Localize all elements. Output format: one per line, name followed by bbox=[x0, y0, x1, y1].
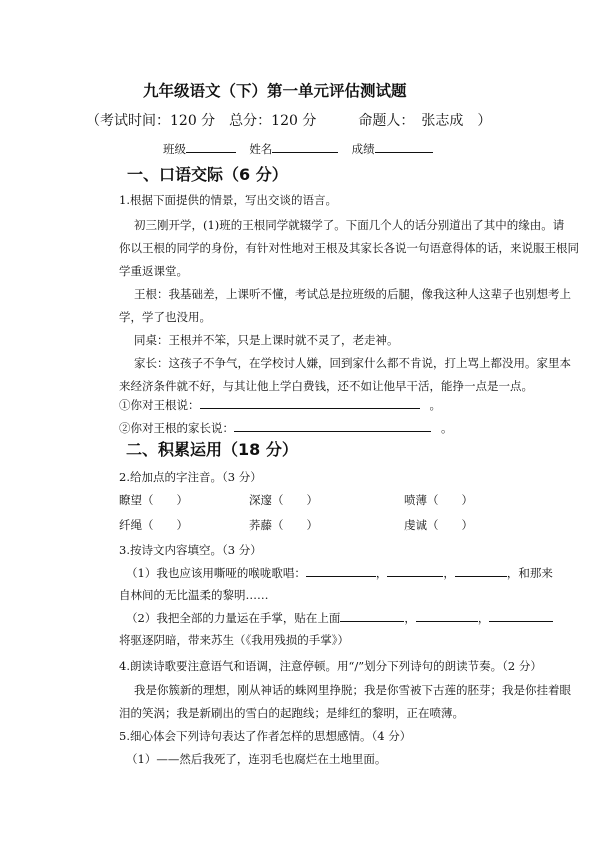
tongzhuo-line: 同桌：王根并不笨，只是上课时就不灵了，老走神。 bbox=[134, 333, 399, 347]
q3-1-comma: ， bbox=[375, 566, 388, 580]
q3-1-line2: 自林间的无比温柔的黎明…… bbox=[119, 588, 269, 602]
class-field[interactable] bbox=[186, 140, 236, 153]
pinyin-item[interactable]: 虔诚（ ） bbox=[404, 518, 473, 532]
answer1-field[interactable] bbox=[200, 396, 420, 409]
class-label: 班级 bbox=[163, 142, 186, 156]
name-field[interactable] bbox=[272, 140, 338, 153]
q1-paragraph-line: 你以王根的同学的身份，有针对性地对王根及其家长各说一句语意得体的话，来说服王根同 bbox=[119, 241, 579, 255]
q3-1-after: ，和那来 bbox=[506, 566, 553, 580]
q4-prompt: 4.朗读诗歌要注意语气和语调，注意停顿。用“/”划分下列诗句的朗读节奏。（2 分） bbox=[119, 659, 542, 673]
q3-prompt: 3.按诗文内容填空。（3 分） bbox=[119, 543, 262, 557]
q3-2-blank-3[interactable] bbox=[489, 609, 553, 622]
name-label: 姓名 bbox=[249, 142, 273, 156]
q3-2-comma: ， bbox=[404, 611, 416, 625]
q4-poem-line: 我是你簇新的理想，刚从神话的蛛网里挣脱；我是你雪被下古莲的胚芽；我是你挂着眼 bbox=[134, 683, 571, 697]
q3-2-blank-1[interactable] bbox=[340, 609, 404, 622]
q3-1-blank-1[interactable] bbox=[306, 564, 376, 577]
exam-meta: （考试时间：120 分 总分：120 分 命题人： 张志成 ） bbox=[86, 113, 492, 129]
score-label: 成绩 bbox=[351, 142, 375, 156]
answer1-label: ①你对王根说： bbox=[119, 398, 200, 412]
q5-prompt: 5.细心体会下列诗句表达了作者怎样的思想感情。（4 分） bbox=[119, 729, 412, 743]
q1-paragraph-line: 学重返课堂。 bbox=[119, 264, 188, 278]
pinyin-item[interactable]: 深邃（ ） bbox=[249, 493, 318, 507]
q3-2-line bbox=[126, 609, 553, 626]
answer-row-2 bbox=[119, 419, 453, 436]
q3-1-comma: ， bbox=[443, 566, 455, 580]
student-info-row bbox=[163, 140, 433, 157]
answer2-field[interactable] bbox=[234, 419, 431, 432]
answer2-label: ②你对王根的家长说： bbox=[119, 421, 234, 435]
q1-prompt: 1.根据下面提供的情景，写出交谈的语言。 bbox=[119, 193, 337, 207]
q3-1-line bbox=[126, 564, 553, 581]
score-field[interactable] bbox=[375, 140, 433, 153]
answer-row-1 bbox=[119, 396, 441, 413]
pinyin-item[interactable]: 荞藤（ ） bbox=[249, 518, 318, 532]
q3-1-blank-3[interactable] bbox=[455, 564, 507, 577]
pinyin-item[interactable]: 纤绳（ ） bbox=[119, 518, 188, 532]
page-title: 九年级语文（下）第一单元评估测试题 bbox=[143, 82, 407, 100]
q3-2-text: （2）我把全部的力量运在手掌，贴在上面 bbox=[126, 611, 341, 625]
answer2-period: 。 bbox=[441, 421, 453, 435]
section1-heading: 一、口语交际（6 分） bbox=[127, 165, 288, 184]
pinyin-item[interactable]: 喷薄（ ） bbox=[404, 493, 473, 507]
q3-2-comma: ， bbox=[477, 611, 490, 625]
pinyin-item[interactable]: 瞭望（ ） bbox=[119, 493, 188, 507]
wanggen-line: 学，学了也没用。 bbox=[119, 310, 211, 324]
wanggen-line: 王根：我基础差，上课听不懂，考试总是拉班级的后腿，像我这种人这辈子也别想考上 bbox=[134, 287, 571, 301]
q3-1-text: （1）我也应该用嘶哑的喉咙歌唱： bbox=[126, 566, 306, 580]
q2-prompt: 2.给加点的字注音。（3 分） bbox=[119, 470, 262, 484]
q3-2-blank-2[interactable] bbox=[416, 609, 478, 622]
q4-poem-line: 泪的笑涡；我是新刷出的雪白的起跑线；是绯红的黎明，正在喷薄。 bbox=[119, 706, 464, 720]
q1-paragraph-line: 初三刚开学，(1)班的王根同学就辍学了。下面几个人的话分别道出了其中的缘由。请 bbox=[134, 218, 565, 232]
jiazhang-line: 来经济条件就不好，与其让他上学白费钱，还不如让他早干活，能挣一点是一点。 bbox=[119, 379, 533, 393]
q5-1-line: （1）——然后我死了，连羽毛也腐烂在土地里面。 bbox=[126, 752, 387, 766]
q3-2-line2: 将驱逐阴暗，带来苏生（《我用残损的手掌》） bbox=[119, 633, 349, 647]
section2-heading: 二、积累运用（18 分） bbox=[126, 440, 298, 459]
jiazhang-line: 家长：这孩子不争气，在学校讨人嫌，回到家什么都不肯说，打上骂上都没用。家里本 bbox=[134, 356, 571, 370]
answer1-period: 。 bbox=[429, 398, 441, 412]
q3-1-blank-2[interactable] bbox=[387, 564, 443, 577]
